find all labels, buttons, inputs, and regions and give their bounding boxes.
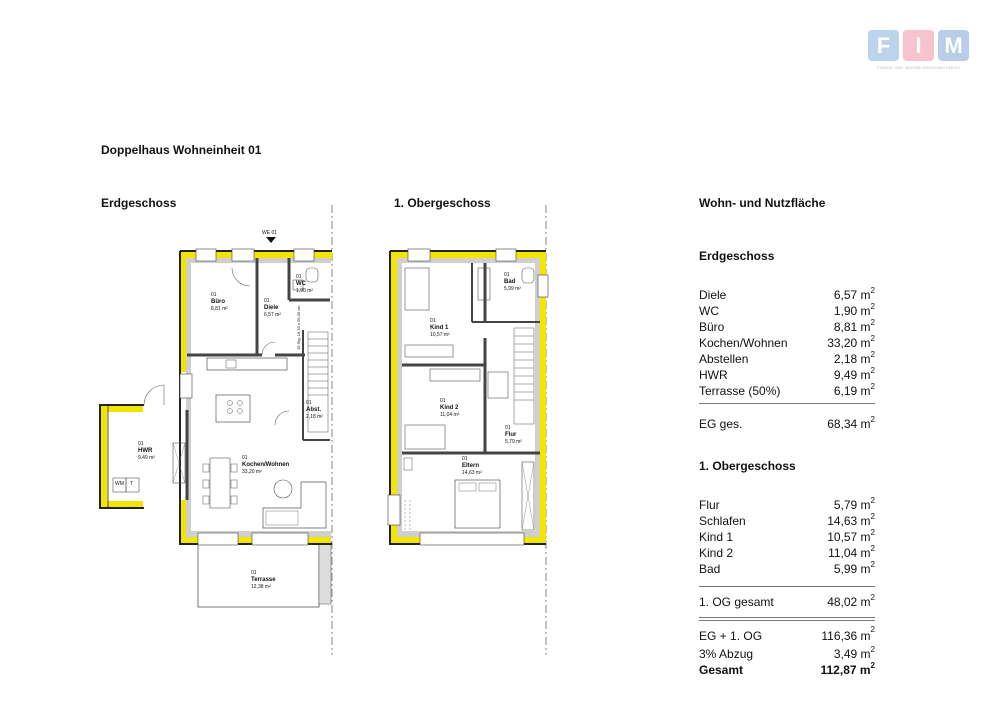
- area-label: Terrasse (50%): [699, 384, 781, 398]
- room-area: 33,20 m²: [242, 469, 262, 475]
- area-value: 116,36 $m^2$: [821, 625, 875, 643]
- area-value: 14,63 $m^2$: [827, 512, 875, 528]
- room-area: 5,99 m²: [504, 286, 521, 292]
- area-og-list: [699, 497, 875, 577]
- room-label-kind2: [440, 398, 459, 419]
- room-label-flur: [505, 425, 522, 446]
- room-label-wc: [296, 274, 313, 295]
- area-label: Kind 2: [699, 546, 734, 560]
- area-label: Flur: [699, 498, 720, 512]
- area-value: 3,49 $m^2$: [833, 645, 875, 661]
- area-og-total: [699, 594, 875, 610]
- area-label: Gesamt: [699, 663, 744, 677]
- area-value: 9,49 $m^2$: [833, 366, 875, 382]
- area-label: 3% Abzug: [699, 647, 754, 661]
- room-label-terrasse: [251, 570, 276, 591]
- document-title: Doppelhaus Wohneinheit 01: [101, 143, 262, 157]
- room-label-bad: [504, 272, 521, 293]
- area-table-title: Wohn- und Nutzfläche: [699, 196, 826, 210]
- room-label-kind1: [430, 318, 450, 339]
- room-number: 01: [211, 292, 217, 298]
- room-name: Bad: [504, 279, 516, 285]
- area-label: Diele: [699, 288, 727, 302]
- area-summary: [699, 626, 875, 678]
- room-area: 12,38 m²: [251, 584, 271, 590]
- area-row: [699, 351, 875, 367]
- area-value: 6,57 $m^2$: [833, 286, 875, 302]
- area-row: [699, 497, 875, 513]
- area-label: HWR: [699, 368, 728, 382]
- room-name: Abst.: [306, 407, 321, 413]
- divider: [699, 620, 875, 621]
- area-value: 48,02 $m^2$: [827, 593, 875, 609]
- logo-letter-i: I: [903, 30, 934, 61]
- area-row: [699, 287, 875, 303]
- room-label-kochen-wohnen: [242, 455, 289, 476]
- area-value: 33,20 $m^2$: [827, 334, 875, 350]
- area-row: [699, 335, 875, 351]
- room-area: 2,18 m²: [306, 414, 323, 420]
- room-area: 14,63 m²: [462, 470, 482, 476]
- area-row: [699, 319, 875, 335]
- area-value: 6,19 $m^2$: [833, 382, 875, 398]
- room-label-buero: [211, 292, 228, 313]
- area-eg-list: [699, 287, 875, 399]
- area-row: [699, 561, 875, 577]
- area-value: 8,81 $m^2$: [833, 318, 875, 334]
- room-area: 1,90 m²: [296, 288, 313, 294]
- eg-plan-title: Erdgeschoss: [101, 196, 177, 210]
- area-og-heading: 1. Obergeschoss: [699, 459, 796, 473]
- room-area: 6,57 m²: [264, 312, 281, 318]
- washer-label: WM: [115, 481, 124, 487]
- area-value: 1,90 $m^2$: [833, 302, 875, 318]
- room-number: 01: [462, 456, 468, 462]
- room-number: 01: [440, 398, 446, 404]
- area-label: Schlafen: [699, 514, 746, 528]
- area-row: [699, 513, 875, 529]
- room-number: 01: [138, 441, 144, 447]
- area-value: 5,99 $m^2$: [833, 560, 875, 576]
- area-label: Kind 1: [699, 530, 734, 544]
- area-label: Bad: [699, 562, 721, 576]
- room-label-abstellen: [306, 400, 323, 421]
- area-value: 2,18 $m^2$: [833, 350, 875, 366]
- room-area: 11,04 m²: [440, 412, 460, 418]
- room-number: 01: [251, 570, 257, 576]
- area-label: WC: [699, 304, 719, 318]
- divider: [699, 617, 875, 618]
- area-row: [699, 545, 875, 561]
- room-label-diele: [264, 298, 281, 319]
- area-value: 11,04 $m^2$: [828, 544, 875, 560]
- area-label: Büro: [699, 320, 725, 334]
- area-value: 68,34 $m^2$: [827, 415, 875, 431]
- entrance-label: WE 01: [262, 230, 278, 236]
- room-name: Kochen/Wohnen: [242, 462, 290, 468]
- area-value: 10,57 $m^2$: [827, 528, 875, 544]
- room-number: 01: [264, 298, 270, 304]
- og-plan-title: 1. Obergeschoss: [394, 196, 491, 210]
- room-name: WC: [296, 281, 306, 287]
- area-value: 5,79 $m^2$: [833, 496, 875, 512]
- area-row: [699, 367, 875, 383]
- room-area: 9,49 m²: [138, 455, 155, 461]
- room-name: Kind 2: [440, 405, 459, 411]
- room-name: Kind 1: [430, 325, 449, 331]
- area-row: [699, 529, 875, 545]
- room-number: 01: [505, 425, 511, 431]
- divider: [699, 586, 875, 587]
- area-eg-heading: Erdgeschoss: [699, 249, 775, 263]
- area-label: EG + 1. OG: [699, 629, 763, 643]
- room-number: 01: [504, 272, 510, 278]
- area-label: Abstellen: [699, 352, 749, 366]
- room-name: Büro: [211, 299, 225, 305]
- room-name: Eltern: [462, 463, 480, 469]
- room-name: Terrasse: [251, 577, 276, 583]
- dryer-label: T: [130, 481, 134, 487]
- area-label: 1. OG gesamt: [699, 595, 774, 609]
- logo-subtitle: FINANZ UND IMMOBILIENMANAGEMENT: [877, 65, 961, 70]
- room-area: 8,81 m²: [211, 306, 228, 312]
- room-area: 5,79 m²: [505, 439, 522, 445]
- area-value: 112,87 $m^2$: [820, 661, 875, 677]
- room-name: Diele: [264, 305, 279, 311]
- logo-letter-f: F: [868, 30, 899, 61]
- room-number: 01: [430, 318, 436, 324]
- room-name: Flur: [505, 432, 517, 438]
- area-label: Kochen/Wohnen: [699, 336, 788, 350]
- area-eg-total: [699, 416, 875, 432]
- room-name: HWR: [138, 448, 153, 454]
- room-number: 01: [306, 400, 312, 406]
- area-row: [699, 383, 875, 399]
- room-label-hwr: [138, 441, 155, 462]
- room-number: 01: [242, 455, 248, 461]
- area-label: EG ges.: [699, 417, 743, 431]
- stair-note: 15 Stg. 19,33 x 26,00 cm: [296, 305, 301, 350]
- area-row: [699, 303, 875, 319]
- logo-letter-m: M: [938, 30, 969, 61]
- room-number: 01: [296, 274, 302, 280]
- room-label-eltern: [462, 456, 482, 477]
- divider: [699, 403, 875, 404]
- room-area: 10,57 m²: [430, 332, 450, 338]
